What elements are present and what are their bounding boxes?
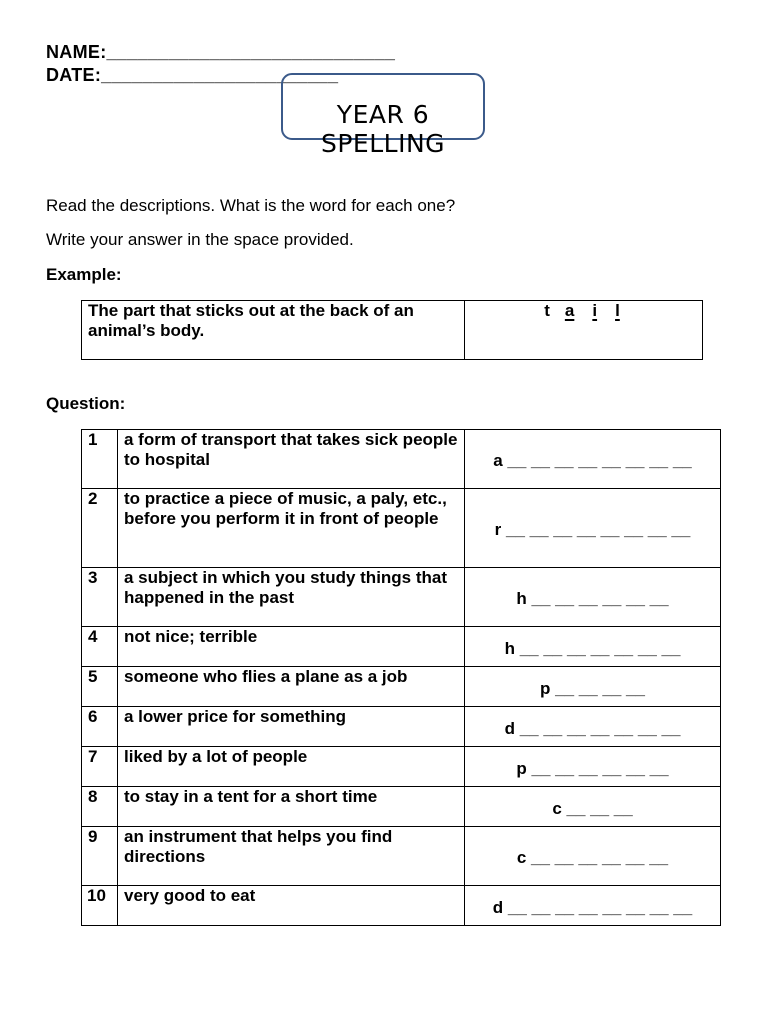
example-heading: Example: — [46, 265, 122, 284]
question-row — [82, 430, 721, 489]
answer-field[interactable] — [465, 568, 721, 627]
question-number: 2 — [82, 489, 118, 568]
question-number: 8 — [82, 787, 118, 827]
answer-field[interactable] — [465, 489, 721, 568]
questions-table — [81, 429, 721, 926]
question-row — [82, 627, 721, 667]
question-number: 1 — [82, 430, 118, 489]
question-description: very good to eat — [118, 886, 465, 926]
question-number: 6 — [82, 707, 118, 747]
answer-field[interactable] — [465, 787, 721, 827]
answer-field[interactable] — [465, 430, 721, 489]
question-number: 3 — [82, 568, 118, 627]
name-field-label: NAME:____________________________ — [46, 42, 396, 62]
answer-pattern: c __ __ __ — [552, 798, 633, 818]
date-field-label: DATE:_______________________ — [46, 65, 339, 85]
question-row — [82, 489, 721, 568]
question-number: 4 — [82, 627, 118, 667]
question-row — [82, 787, 721, 827]
example-letter: l — [615, 301, 620, 320]
question-row — [82, 667, 721, 707]
answer-field[interactable] — [465, 667, 721, 707]
question-row — [82, 568, 721, 627]
question-row — [82, 707, 721, 747]
question-number: 10 — [82, 886, 118, 926]
answer-field[interactable] — [465, 747, 721, 787]
answer-field[interactable] — [465, 827, 721, 886]
question-number: 5 — [82, 667, 118, 707]
answer-pattern: r __ __ __ __ __ __ __ __ — [494, 520, 691, 539]
answer-pattern: p __ __ __ __ __ __ — [516, 758, 669, 778]
answer-pattern: d __ __ __ __ __ __ __ — [504, 718, 681, 738]
question-description: liked by a lot of people — [118, 747, 465, 787]
question-row — [82, 827, 721, 886]
question-row — [82, 886, 721, 926]
answer-pattern: a __ __ __ __ __ __ __ __ — [493, 451, 692, 470]
example-table — [81, 300, 703, 360]
example-letter: a — [564, 301, 575, 320]
question-description: a subject in which you study things that happened in the past — [118, 568, 465, 627]
answer-field[interactable] — [465, 627, 721, 667]
answer-field[interactable] — [465, 886, 721, 926]
example-letter: i — [592, 301, 598, 320]
example-answer — [465, 301, 703, 360]
answer-field[interactable] — [465, 707, 721, 747]
question-description: to practice a piece of music, a paly, etc., before you perform it in front of people — [118, 489, 465, 568]
answer-pattern: d __ __ __ __ __ __ __ __ — [492, 897, 693, 917]
question-heading: Question: — [46, 394, 126, 413]
question-description: a lower price for something — [118, 707, 465, 747]
instruction-line-1: Read the descriptions. What is the word for each one? — [46, 196, 456, 215]
answer-pattern: p __ __ __ __ — [540, 678, 645, 698]
page-title: YEAR 6 SPELLING — [320, 100, 446, 158]
question-description: a form of transport that takes sick people to hospital — [118, 430, 465, 489]
answer-pattern: h __ __ __ __ __ __ __ — [504, 638, 681, 658]
answer-pattern: c __ __ __ __ __ __ — [516, 848, 669, 867]
question-description: to stay in a tent for a short time — [118, 787, 465, 827]
example-description: The part that sticks out at the back of an animal’s body. — [82, 301, 465, 360]
question-description: an instrument that helps you find directions — [118, 827, 465, 886]
example-first-letter: t — [544, 301, 550, 320]
instruction-line-2: Write your answer in the space provided. — [46, 230, 354, 249]
question-number: 9 — [82, 827, 118, 886]
question-number: 7 — [82, 747, 118, 787]
question-description: someone who flies a plane as a job — [118, 667, 465, 707]
question-description: not nice; terrible — [118, 627, 465, 667]
question-row — [82, 747, 721, 787]
answer-pattern: h __ __ __ __ __ __ — [516, 589, 669, 608]
